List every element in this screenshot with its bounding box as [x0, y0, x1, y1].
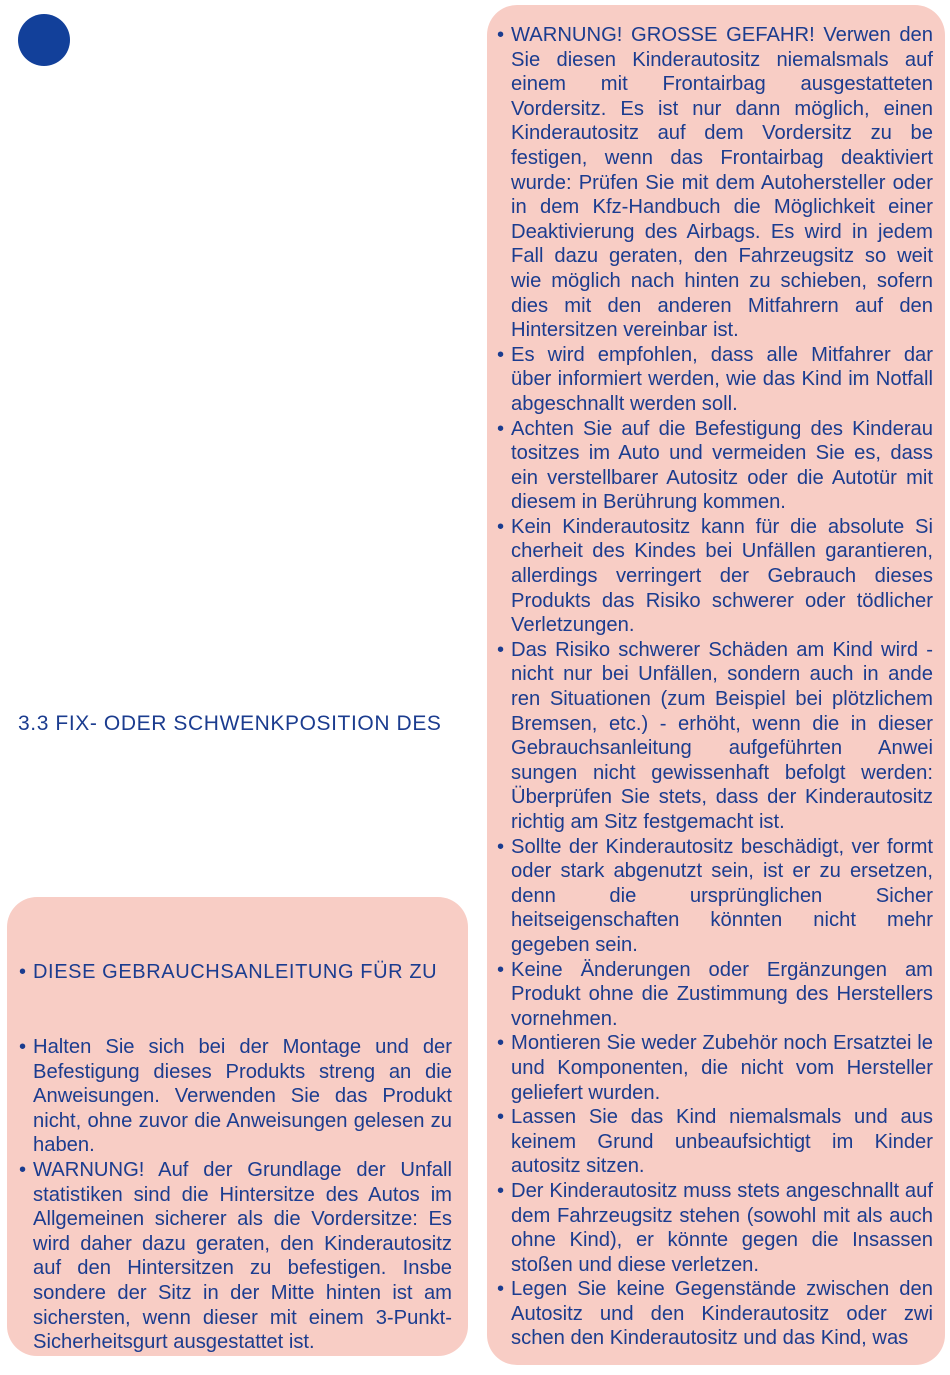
list-item: • Lassen Sie das Kind niemalsmals und aus keinem Grund unbeaufsichtigt im Kinder autositz sitzen. — [497, 1105, 933, 1179]
list-item: • Sollte der Kinderautositz beschädigt, ver formt oder stark abgenutzt sein, ist er zu ersetzen, denn die ursprünglichen Sicher heitseigenschaften könnten nicht mehr gegeben sein. — [497, 835, 933, 958]
section-title-row: • DIESE GEBRAUCHSANLEITUNG FÜR ZU — [19, 961, 438, 983]
left-item-list — [19, 1035, 452, 1355]
list-item: • Keine Änderungen oder Ergänzungen am Produkt ohne die Zustimmung des Herstellers vornehmen. — [497, 958, 933, 1032]
list-item: • Legen Sie keine Gegenstände zwischen den Autositz und den Kinderautositz oder zwi schen den Kinderautositz und das Kind, was — [497, 1277, 933, 1351]
section-title: DIESE GEBRAUCHSANLEITUNG FÜR ZU — [33, 961, 438, 983]
right-warning-box — [487, 5, 945, 1365]
list-item: • Das Risiko schwerer Schäden am Kind wird - nicht nur bei Unfällen, sondern auch in ande ren Situationen (zum Beispiel bei plötzlichem Bremsen, etc.) - erhöht, wenn die in dieser Gebrauchsanleitung aufgeführten Anwei sungen nicht gewissenhaft befolgt werden: Überprüfen Sie stets, dass der Kinderautositz richtig am Sitz festgemacht ist. — [497, 638, 933, 835]
list-item: • Kein Kinderautositz kann für die absolute Si cherheit des Kindes bei Unfällen garantieren, allerdings verringert der Gebrauch dieses Produkts das Risiko schwerer oder tödlicher Verletzungen. — [497, 515, 933, 638]
list-item: • Montieren Sie weder Zubehör noch Ersatztei le und Komponenten, die nicht vom Hersteller geliefert wurden. — [497, 1031, 933, 1105]
section-heading: 3.3 FIX- ODER SCHWENKPOSITION DES — [18, 712, 442, 735]
list-item: • Halten Sie sich bei der Montage und der Befestigung dieses Produkts streng an die Anweisungen. Verwenden Sie das Produkt nicht, ohne zuvor die Anweisungen gelesen zu haben. — [19, 1035, 452, 1158]
list-item: • Der Kinderautositz muss stets angeschnallt auf dem Fahrzeugsitz stehen (sowohl mit als auch ohne Kind), er könnte gegen die Insassen stoßen und diese verletzen. — [497, 1179, 933, 1277]
list-item: • Achten Sie auf die Befestigung des Kinderau tositzes im Auto und vermeiden Sie es, dass ein verstellbarer Autositz oder die Autotür mit diesem in Berührung kommen. — [497, 417, 933, 515]
right-item-list — [497, 23, 933, 1351]
page-marker-dot — [18, 14, 70, 66]
list-item: • Es wird empfohlen, dass alle Mitfahrer dar über informiert werden, wie das Kind im Notfall abgeschnallt werden soll. — [497, 343, 933, 417]
left-warning-box — [7, 897, 468, 1356]
list-item: • WARNUNG! GROSSE GEFAHR! Verwen den Sie diesen Kinderautositz niemalsmals auf einem mit Frontairbag ausgestatteten Vordersitz. Es ist nur dann möglich, einen Kinderautositz auf dem Vordersitz zu be festigen, wenn das Frontairbag deaktiviert wurde: Prüfen Sie mit dem Autohersteller oder in dem Kfz-Handbuch die Möglichkeit einer Deaktivierung des Airbags. Es wird in jedem Fall dazu geraten, den Fahrzeugsitz so weit wie möglich nach hinten zu schieben, sofern dies mit den anderen Mitfahrern auf den Hintersitzen vereinbar ist. — [497, 23, 933, 343]
list-item: • WARNUNG! Auf der Grundlage der Unfall statistiken sind die Hintersitze des Autos im Allgemeinen sicherer als die Vordersitze: Es wird daher dazu geraten, den Kinderautositz auf den Hintersitzen zu befestigen. Insbe sondere der Sitz in der Mitte hinten ist am sichersten, wenn dieser mit einem 3-Punkt-Sicherheitsgurt ausgestattet ist. — [19, 1158, 452, 1355]
